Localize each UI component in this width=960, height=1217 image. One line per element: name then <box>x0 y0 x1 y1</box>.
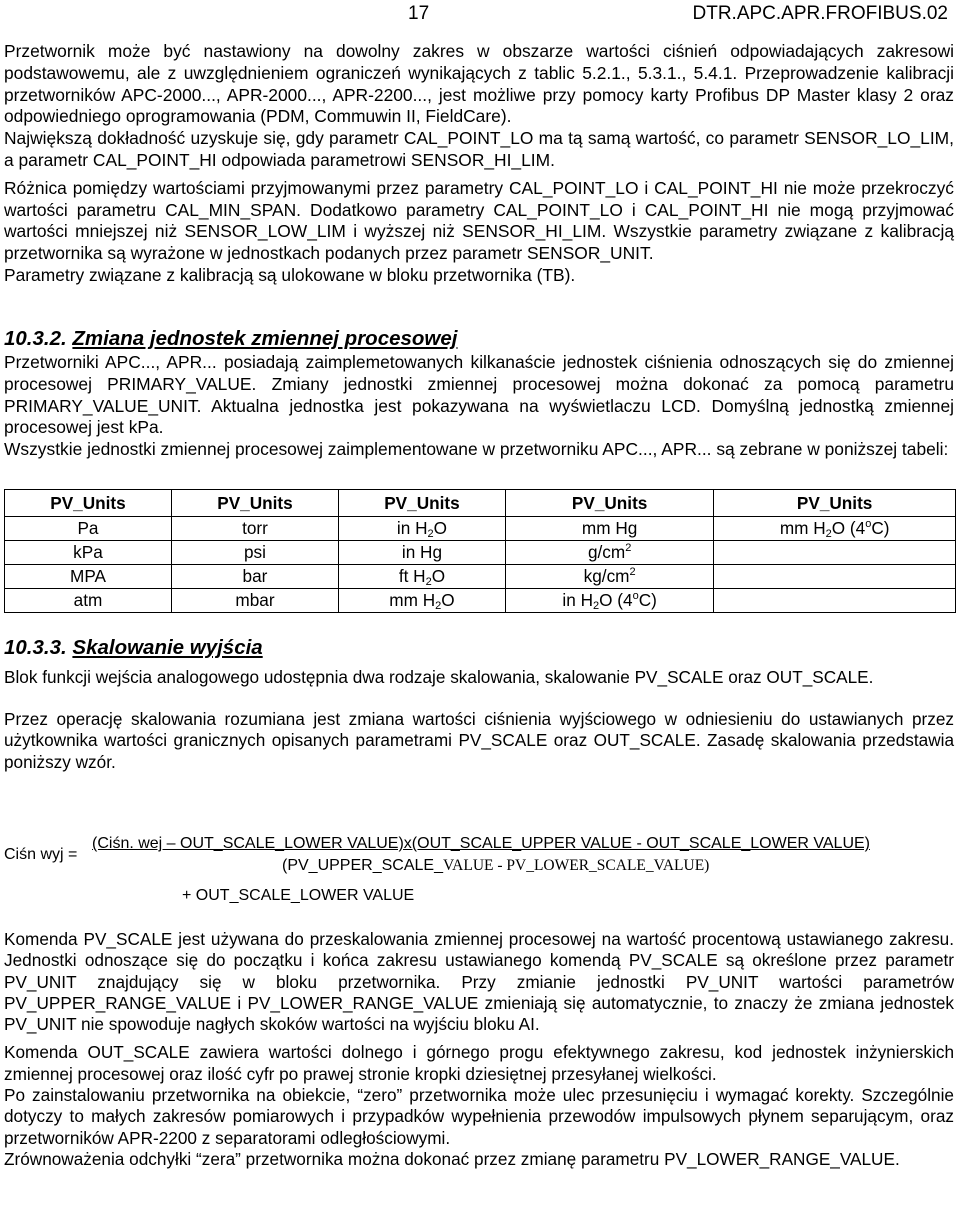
table-cell: in Hg <box>338 541 505 565</box>
table-cell: kPa <box>5 541 172 565</box>
table-cell: bar <box>171 565 338 589</box>
table-header-row <box>5 490 956 517</box>
paragraph: Wszystkie jednostki zmiennej procesowej zaimplementowane w przetworniku APC..., APR... są zebrane w poniższej tabeli: <box>4 439 949 460</box>
table-cell: mm Hg <box>505 517 713 541</box>
paragraph: Komenda OUT_SCALE zawiera wartości dolnego i górnego progu efektywnego zakresu, kod jednostek inżynierskich zmiennej procesowej oraz ilość cyfr po prawej stronie kropki dziesiętnej przesyłanej wielkości. <box>4 1042 954 1084</box>
formula-numerator: (Ciśn. wej – OUT_SCALE_LOWER VALUE)x(OUT_SCALE_UPPER VALUE - OUT_SCALE_LOWER VALUE) <box>92 835 870 852</box>
paragraph: Komenda PV_SCALE jest używana do przeskalowania zmiennej procesowej na wartość procentową ustawianego zakresu. Jednostki odnoszące się do początku i końca zakresu ustawianego komendą PV_SCALE są określone przez parametr PV_UNIT znajdujący się w bloku przetwornika. Przy zmianie jednostki PV_UNIT wartości parametrów PV_UPPER_RANGE_VALUE i PV_LOWER_RANGE_VALUE zmieniają się automatycznie, to znaczy że zmiana jednostek PV_UNIT nie spowoduje nagłych skoków wartości na wyjściu bloku AI. <box>4 929 954 1035</box>
table-cell: $g/cm^2$ <box>505 541 713 565</box>
pv-units-table <box>4 489 956 613</box>
table-cell: Pa <box>5 517 172 541</box>
paragraph: Parametry związane z kalibracją są ulokowane w bloku przetwornika (TB). <box>4 264 576 285</box>
table-cell: mbar <box>171 589 338 613</box>
column-header: PV_Units <box>505 490 713 517</box>
heading-title: Zmiana jednostek zmiennej procesowej <box>72 327 458 350</box>
paragraph: Po zainstalowaniu przetwornika na obiekcie, “zero” przetwornika może ulec przesunięciu i wymagać korekty. Szczególnie dotyczy to małych zakresów pomiarowych i przypadków wypełnienia przewodów impulsowych płynem separującym, oraz przetworników APR-2200 z separatorami odległościowymi. <box>4 1085 954 1148</box>
table-row <box>5 565 956 589</box>
table-cell: ft $H_2O$ <box>338 565 505 589</box>
paragraph: Przetworniki APC..., APR... posiadają zaimplemetowanych kilkanaście jednostek ciśnienia odnoszących się do zmiennej procesowej PRIMARY_VALUE. Zmiany jednostki zmiennej procesowej można dokonać za pomocą parametru PRIMARY_VALUE_UNIT. Aktualna jednostka jest pokazywana na wyświetlaczu LCD. Domyślną jednostką zmiennej procesowej jest kPa. <box>4 352 954 438</box>
paragraph: Zrównoważenia odchyłki “zera” przetwornika można dokonać przez zmianę parametru PV_LOWER_RANGE_VALUE. <box>4 1148 900 1169</box>
table-cell <box>714 565 956 589</box>
table-cell: $kg/cm^2$ <box>505 565 713 589</box>
paragraph: Różnica pomiędzy wartościami przyjmowanymi przez parametry CAL_POINT_LO i CAL_POINT_HI nie może przekroczyć wartości parametru CAL_MIN_SPAN. Dodatkowo parametry CAL_POINT_LO i CAL_POINT_HI nie mogą przyjmować wartości mniejszej niż SENSOR_LOW_LIM i wyższej niż SENSOR_HI_LIM. Wszystkie parametry związane z kalibracją przetwornika są wyrażone w jednostkach podanych przez parametr SENSOR_UNIT. <box>4 177 954 264</box>
paragraph: Przetwornik może być nastawiony na dowolny zakres w obszarze wartości ciśnień odpowiadających zakresowi podstawowemu, ale z uwzględnieniem ograniczeń wynikających z tablic 5.2.1., 5.3.1., 5.4.1. Przeprowadzenie kalibracji przetworników APC-2000..., APR-2000..., APR-2200..., jest możliwe przy pomocy karty Profibus DP Master klasy 2 oraz odpowiedniego oprogramowania (PDM, Commuwin II, FieldCare). <box>4 41 954 127</box>
table-cell: atm <box>5 589 172 613</box>
paragraph: Największą dokładność uzyskuje się, gdy parametr CAL_POINT_LO ma tą samą wartość, co parametr SENSOR_LO_LIM, a parametr CAL_POINT_HI odpowiada parametrowi SENSOR_HI_LIM. <box>4 128 954 170</box>
formula-denominator: (PV_UPPER_SCALE_VALUE - PV_LOWER_SCALE_VALUE) <box>282 857 710 874</box>
scaling-intro <box>4 667 954 773</box>
section-heading-10-3-3 <box>4 636 263 660</box>
units-section <box>4 352 954 461</box>
document-page <box>4 0 956 1217</box>
paragraph: Blok funkcji wejścia analogowego udostępnia dwa rodzaje skalowania, skalowanie PV_SCALE oraz OUT_SCALE. <box>4 667 874 687</box>
scaling-details <box>4 929 954 1170</box>
formula-lhs: Ciśn wyj = <box>4 846 78 863</box>
column-header: PV_Units <box>171 490 338 517</box>
table-cell: in $H_2O$ <box>338 517 505 541</box>
heading-number: 10.3.3. <box>4 636 67 659</box>
column-header: PV_Units <box>714 490 956 517</box>
table-cell: mm $H_2O$ (4$^o$C) <box>714 517 956 541</box>
formula-addend: + OUT_SCALE_LOWER VALUE <box>182 887 415 904</box>
table-cell: torr <box>171 517 338 541</box>
column-header: PV_Units <box>5 490 172 517</box>
heading-number: 10.3.2. <box>4 327 67 350</box>
paragraph: Przez operację skalowania rozumiana jest zmiana wartości ciśnienia wyjściowego w odniesieniu do ustawianych przez użytkownika wartości granicznych opisanych parametrami PV_SCALE oraz OUT_SCALE. Zasadę skalowania przedstawia poniższy wzór. <box>4 709 954 772</box>
table-cell: psi <box>171 541 338 565</box>
table-cell: MPA <box>5 565 172 589</box>
table-cell <box>714 589 956 613</box>
table-row <box>5 541 956 565</box>
column-header: PV_Units <box>338 490 505 517</box>
table-cell <box>714 541 956 565</box>
table-row <box>5 589 956 613</box>
calibration-section <box>4 41 954 287</box>
heading-title: Skalowanie wyjścia <box>72 636 263 659</box>
table-cell: in $H_2O$ (4$^o$C) <box>505 589 713 613</box>
table-cell: mm $H_2O$ <box>338 589 505 613</box>
page-number: 17 <box>408 3 430 24</box>
section-heading-10-3-2 <box>4 327 457 351</box>
table-row <box>5 517 956 541</box>
document-id: DTR.APC.APR.FROFIBUS.02 <box>692 3 948 24</box>
